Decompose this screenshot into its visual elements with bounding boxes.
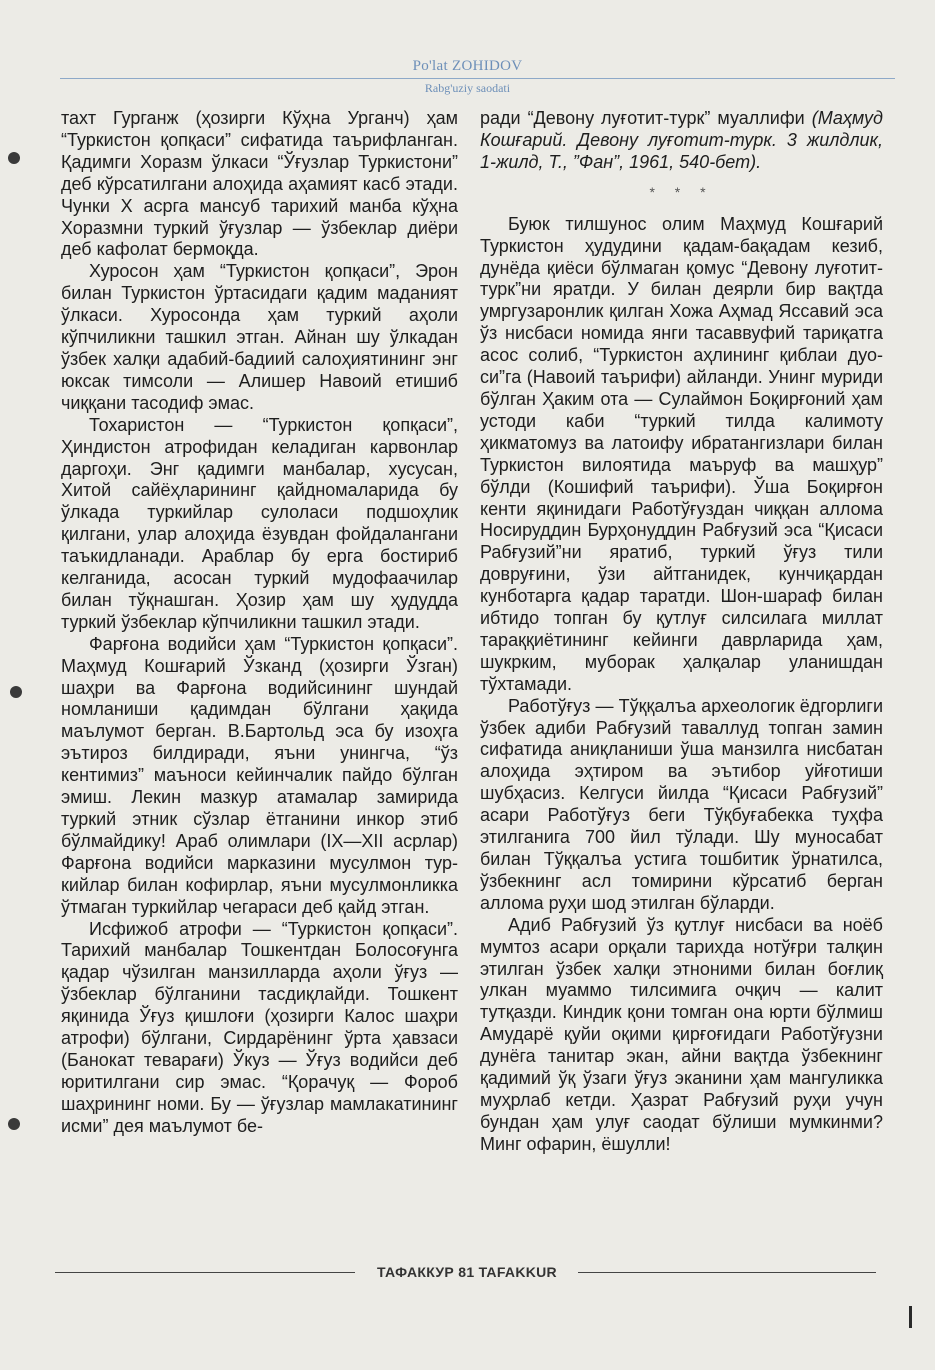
section-divider-stars: * * * <box>649 183 714 200</box>
binder-hole-mark <box>10 686 22 698</box>
right-paragraph-1-text: ради “Девону луғотит-турк” муаллифи <box>480 108 805 128</box>
left-paragraph-5: Исфижоб атрофи — “Туркистон қопқаси”. Тарихий манбалар Тошкентдан Болосоғунга қадар чўзилган манзилларда аҳоли ўғуз — ўзбеклар бўлганини тасдиқлайди. Тошкент яқинида Ўғуз қишлоғи (ҳозирги Калос шаҳри атрофи) бўлгани, Сирдарёнинг ўрта ҳавзаси (Банокат теварағи) Ўкуз — Ўғуз водийси деб юритилгани сир эмас. “Қорачуқ — Фороб шаҳрининг номи. Бу — ўғузлар мамлакатининг исми” дея маълумот бе- <box>61 918 458 1136</box>
right-paragraph-1 <box>480 108 883 174</box>
footer-rule-right <box>578 1272 876 1273</box>
binder-hole-mark <box>8 152 20 164</box>
page-footer <box>0 1262 935 1292</box>
citation: (Маҳмуд Кошғарий. Девону луғотит-турк. 3 жилдлик, 1-жилд, Т., ”Фан”, 1961, 540-бет). <box>480 108 883 172</box>
footer-page-label: ТАФАККУР 81 TAFAKKUR <box>377 1264 557 1280</box>
header-rule <box>60 78 895 79</box>
left-paragraph-4: Фарғона водийси ҳам “Туркистон қопқаси”. Маҳмуд Кошғарий Ўзканд (ҳозирги Ўзган) шаҳри ва Фарғона водийсининг шундай номланиши қадимдан бўлгани ҳақида маълумот берган. В.Бартольд эса бу изоҳга эътироз билдиради, яъни унингча, “ўз кентимиз” маъноси кейинчалик пайдо бўлган эмиш. Лекин мазкур атамалар замирида туркий этник сўзлар ётганини инкор этиб бўлмайдику! Араб олимлари (IX—XII асрлар) Фарғона водийси марказини мусулмон туркийлар билан кофирлар, яъни мусулмонликка ўтмаган туркийлар чегараси деб қайд этган. <box>61 633 458 917</box>
right-paragraph-3: Работўғуз — Тўққалъа археологик ёдгорлиги ўзбек адиби Рабғузий таваллуд топган замин сифатида аниқланиши ўша манзилга нисбатан алоҳида эҳтиром ва эътибор уйғотиши шубҳасиз. Келгуси йилда “Қисаси Рабғузий” асари Работўғуз беги Тўқбуғабекка туҳфа этилганига 700 йил тўлади. Шу муносабат билан Тўққалъа устига тошбитик ўрнатилса, ўзбекнинг асл томирини кўрсатиб берган аллома руҳи шод этилган бўларди. <box>480 695 883 913</box>
right-column <box>480 108 883 1156</box>
left-paragraph-1: тахт Гурганж (ҳозирги Кўҳна Урганч) ҳам “Туркистон қопқаси” сифатида таърифланган. Қадимги Хоразм ўлкаси “Ўғузлар Туркистони” деб кўрсатилгани алоҳида аҳамият касб этади. Чунки X асрга мансуб тарихий манба кўҳна Хоразмни туркий ўғузлар — ўзбеклар диёри деб кафолат бермоқда. <box>61 108 458 260</box>
footer-rule-left <box>55 1272 355 1273</box>
header-author: Po'lat ZOHIDOV <box>412 58 523 74</box>
right-paragraph-2: Буюк тилшунос олим Маҳмуд Кошғарий Туркистон ҳудудини қадам-бақадам кезиб, дунёда қиёси бўлмаган қомус “Девону луғотит-турк”ни яратди. У билан деярли бир вақтда умргузаронлик қилган Хожа Аҳмад Яссавий эса ўз нисбаси номида янги тасаввуфий тариқатга асос солиб, “Туркистон аҳлининг қиблаи дуоси”га (Навоий таърифи) айланди. Унинг муриди бўлган Ҳаким ота — Сулаймон Боқирғоний ҳам устоди каби “туркий тилда калимоту ҳикматомуз ва латоифу ибратангизлари билан Туркистон вилоятида маъруф ва машҳур” бўлди (Кошифий таърифи). Ўша Боқирғон кенти яқинидаги Работўғуздан чиққан аллома Носируддин Бурҳонуддин Рабғузий эса “Қисаси Рабғузий”ни яратиб, туркий ўғуз тили довруғини, ўзи айтганидек, кунчиқардан кунботарга қадар таратди. Шон-шараф билан ибтидо топган бу қутлуғ силсилага миллат тараққиётининг кейинги даврларида ҳам, шукрким, муборак ҳалқалар уланишдан тўхтамади. <box>480 213 883 694</box>
edge-mark <box>909 1306 912 1328</box>
right-paragraph-4: Адиб Рабғузий ўз қутлуғ нисбаси ва ноёб мумтоз асари орқали тарихда нотўғри талқин этилган ўзбек халқи этноними билан боғлиқ улкан муаммо тилсимига очқич — калит тутқазди. Киндик қони томган она юрти бўлмиш Амударё қуйи оқими қирғоғидаги Работўғузни дунёга танитар экан, айни вақтда ўзбекнинг қадимий ўқ ўзаги ўғуз эканини ҳам мангуликка муҳрлаб кетди. Ҳазрат Рабғузий руҳи учун бундан ҳам улуғ саодат бўлиши мумкинми? Минг офарин, ёшулли! <box>480 914 883 1154</box>
header-subtitle: Rabg'uziy saodati <box>424 81 511 95</box>
binder-hole-mark <box>8 1118 20 1130</box>
running-header <box>0 0 935 110</box>
left-column <box>61 108 458 1138</box>
left-paragraph-2: Хуросон ҳам “Туркистон қопқаси”, Эрон билан Туркистон ўртасидаги қадим маданият ўлкаси. Хуросонда ҳам туркий аҳоли кўпчиликни ташкил этган. Айнан шу ўлкадан ўзбек халқи адабий-бадиий салоҳиятининг энг юксак тимсоли — Алишер Навоий етишиб чиққани тасодиф эмас. <box>61 261 458 413</box>
left-paragraph-3: Тохаристон — “Туркистон қопқаси”, Ҳиндистон атрофидан келадиган карвонлар даргоҳи. Энг қадимги манбалар, хусусан, Хитой сайёҳларининг қайдномаларида бу ўлкада туркийлар сулоласи подшоҳлик қилгани, улар алоҳида ёзувдан фойдалангани таъкидланади. Араблар бу ерга бостириб келганида, асосан туркий мудофаачилар билан тўқнашган. Ҳозир ҳам шу ҳудудда туркий ўзбеклар кўпчиликни ташкил этади. <box>61 414 458 632</box>
